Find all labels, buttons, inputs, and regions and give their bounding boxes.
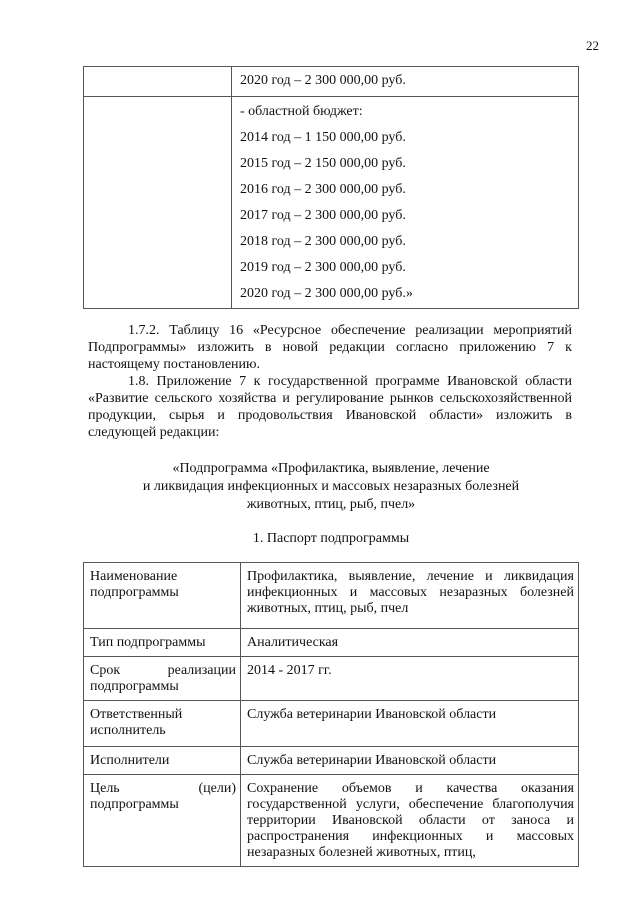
subprogram-title-line: «Подпрограмма «Профилактика, выявление, лечение (172, 461, 490, 476)
name-value: Профилактика, выявление, лечение и ликвидация инфекционных и массовых незаразных болезней животных, птиц, рыб, пчел (241, 563, 579, 629)
table-row (84, 563, 579, 629)
table-row (84, 67, 579, 97)
type-value: Аналитическая (241, 629, 579, 657)
goal-label-word: подпрограммы (90, 797, 179, 812)
table-row (84, 657, 579, 701)
funding-line: 2016 год – 2 300 000,00 руб. (240, 182, 406, 197)
table-cell-empty (84, 97, 232, 309)
passport-table (83, 562, 579, 867)
term-label-word: Срок (90, 663, 121, 678)
goal-value: Сохранение объемов и качества оказания государственной услуги, обеспечение благополучия территории Ивановской области от заноса и распространения инфекционных и массовых незаразных болезней животных, птиц, (241, 775, 579, 867)
table-cell-empty (84, 67, 232, 97)
subprogram-title-line: и ликвидация инфекционных и массовых незаразных болезней (142, 479, 520, 494)
funding-line: - областной бюджет: (240, 104, 363, 119)
name-label: Наименование подпрограммы (84, 563, 241, 629)
funding-line: 2018 год – 2 300 000,00 руб. (240, 234, 406, 249)
executors-label: Исполнители (84, 747, 241, 775)
goal-label-word: (цели) (198, 781, 236, 796)
funding-line: 2015 год – 2 150 000,00 руб. (240, 156, 406, 171)
goal-label-word: Цель (90, 781, 120, 796)
goal-label (84, 775, 241, 867)
subprogram-title (83, 460, 579, 514)
type-label: Тип подпрограммы (84, 629, 241, 657)
funding-line: 2014 год – 1 150 000,00 руб. (240, 130, 406, 145)
term-label-word: реализации (167, 663, 236, 678)
term-value: 2014 - 2017 гг. (241, 657, 579, 701)
section-title: 1. Паспорт подпрограммы (252, 531, 410, 546)
responsible-label: Ответственный исполнитель (84, 701, 241, 747)
executors-value: Служба ветеринарии Ивановской области (241, 747, 579, 775)
table-cell (232, 97, 579, 309)
funding-line: 2020 год – 2 300 000,00 руб.» (240, 286, 413, 301)
funding-line: 2019 год – 2 300 000,00 руб. (240, 260, 406, 275)
paragraph-1-7-2: 1.7.2. Таблицу 16 «Ресурсное обеспечение реализации мероприятий Подпрограммы» изложить в новой редакции согласно приложению 7 к настоящему постановлению. (88, 323, 572, 372)
term-label-word: подпрограммы (90, 679, 179, 694)
resources-table-continuation (83, 66, 579, 309)
page-number: 22 (586, 38, 599, 53)
subprogram-title-line: животных, птиц, рыб, пчел» (246, 497, 416, 512)
paragraph-1-8: 1.8. Приложение 7 к государственной программе Ивановской области «Развитие сельского хозяйства и регулирование рынков сельскохозяйственной продукции, сырья и продовольствия Ивановской области» изложить в следующей редакции: (88, 374, 572, 440)
table-row (84, 629, 579, 657)
table-row (84, 775, 579, 867)
funding-line: 2020 год – 2 300 000,00 руб. (240, 73, 406, 88)
table-row (84, 747, 579, 775)
responsible-value: Служба ветеринарии Ивановской области (241, 701, 579, 747)
funding-line: 2017 год – 2 300 000,00 руб. (240, 208, 406, 223)
term-label (84, 657, 241, 701)
table-row (84, 701, 579, 747)
table-cell (232, 67, 579, 97)
table-row (84, 97, 579, 309)
